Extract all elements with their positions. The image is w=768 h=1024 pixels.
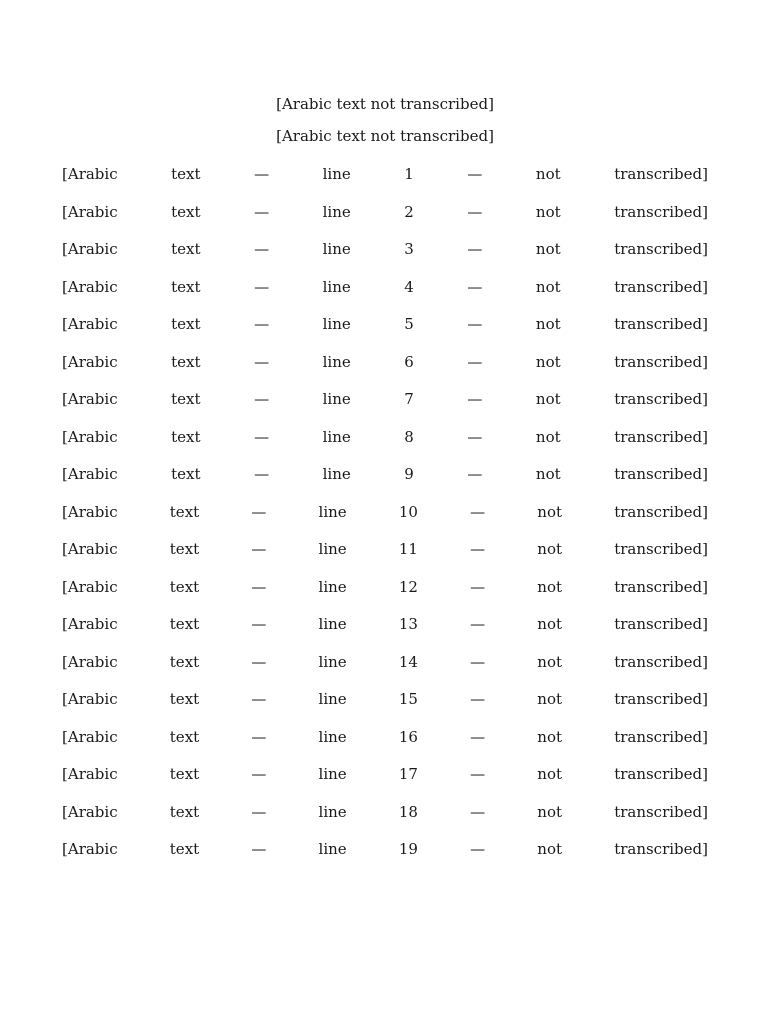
text-line: [Arabic text — line 15 — not transcribed]: [62, 690, 708, 708]
text-line: [Arabic text — line 8 — not transcribed]: [62, 427, 708, 446]
opening-line: [Arabic text not transcribed]: [276, 95, 494, 113]
text-line: [Arabic text — line 19 — not transcribed]: [62, 840, 708, 858]
text-line: [Arabic text — line 18 — not transcribed]: [62, 802, 708, 821]
text-line: [Arabic text — line 16 — not transcribed]: [62, 727, 708, 746]
text-line: [Arabic text — line 3 — not transcribed]: [62, 240, 708, 258]
text-line: [Arabic text — line 1 — not transcribed]: [62, 165, 708, 183]
text-line: [Arabic text — line 4 — not transcribed]: [62, 277, 708, 296]
text-line: [Arabic text — line 11 — not transcribed]: [62, 540, 708, 558]
text-line: [Arabic text — line 5 — not transcribed]: [62, 315, 708, 333]
text-line: [Arabic text — line 12 — not transcribed]: [62, 577, 708, 596]
text-line: [Arabic text — line 14 — not transcribed]: [62, 652, 708, 671]
text-line: [Arabic text — line 7 — not transcribed]: [62, 390, 708, 408]
text-line: [Arabic text — line 2 — not transcribed]: [62, 202, 708, 221]
text-line: [Arabic text — line 9 — not transcribed]: [62, 465, 708, 483]
text-body: [62, 156, 708, 869]
text-line: [Arabic text — line 10 — not transcribed]: [62, 502, 708, 521]
text-line: [Arabic text — line 13 — not transcribed]: [62, 615, 708, 633]
text-line: [Arabic text — line 6 — not transcribed]: [62, 352, 708, 371]
document-page: [62, 92, 708, 869]
basmala-line: [Arabic text not transcribed]: [276, 127, 494, 145]
text-line: [Arabic text — line 17 — not transcribed]: [62, 765, 708, 783]
